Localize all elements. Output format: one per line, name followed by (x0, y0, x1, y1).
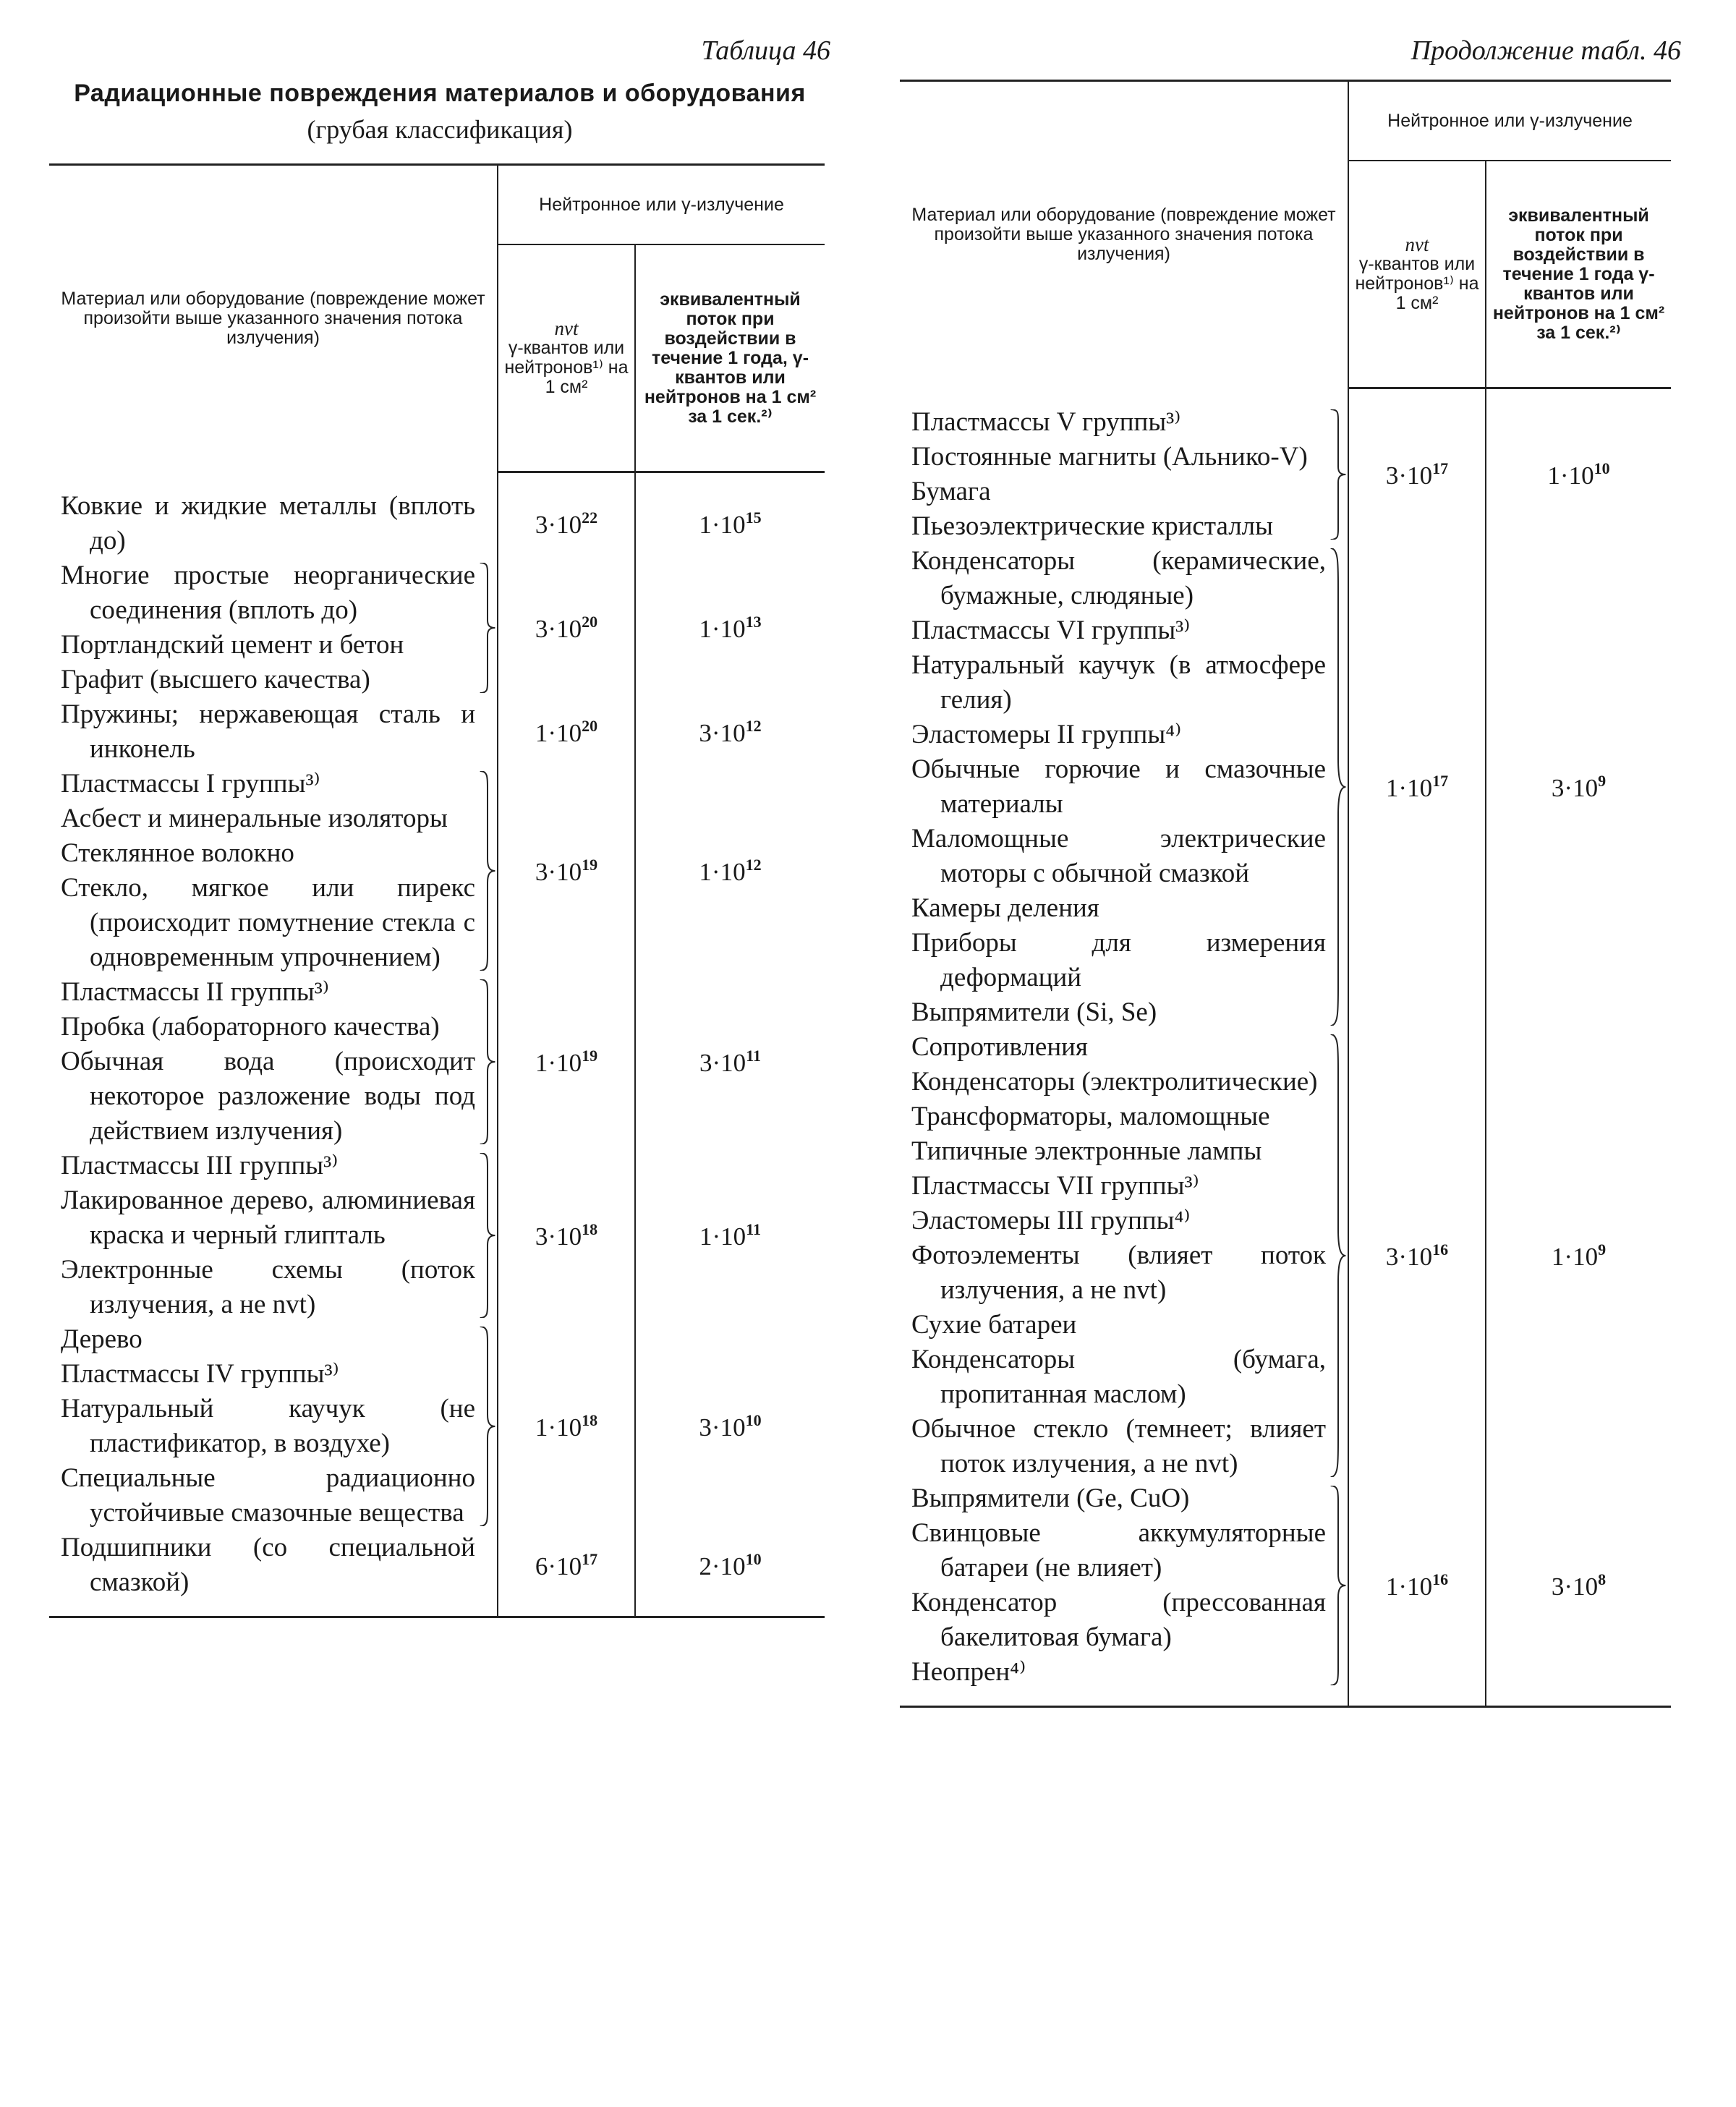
equivalent-value-exponent: 10 (1594, 459, 1610, 477)
nvt-value (498, 717, 634, 748)
equivalent-cell (635, 558, 825, 697)
nvt-value-exponent: 19 (582, 855, 598, 874)
equivalent-value (636, 1220, 825, 1251)
list-item: Пробка (лабораторного качества) (61, 1012, 440, 1042)
nvt-cell (498, 1531, 635, 1600)
material-items (900, 405, 1329, 544)
nvt-value (498, 1047, 634, 1078)
nvt-value-base: 1·10 (1385, 1572, 1433, 1601)
equivalent-value (636, 613, 825, 644)
list-item: Фотоэлементы (влияет поток излучения, а не nvt) (911, 1240, 1326, 1305)
nvt-value-base: 3·10 (535, 614, 582, 643)
right-brace-icon (478, 1327, 497, 1526)
list-item: Асбест и минеральные изоляторы (61, 804, 448, 833)
equivalent-value-base: 3·10 (699, 718, 746, 747)
equivalent-value-exponent: 8 (1598, 1570, 1607, 1588)
list-item: Лакированное дерево, алюминиевая краска и черный глипталь (61, 1186, 475, 1250)
material-items (49, 767, 478, 975)
table-label: Таблица 46 (701, 35, 830, 66)
list-item: Выпрямители (Si, Se) (911, 997, 1157, 1027)
list-item: Выпрямители (Ge, CuO) (911, 1484, 1190, 1513)
spacer-cell (498, 472, 635, 490)
nvt-value-base: 1·10 (1385, 773, 1433, 802)
list-item: Натуральный каучук (не пластификатор, в воздухе) (61, 1394, 475, 1458)
spacer-cell (900, 388, 1348, 406)
brace-container (478, 1531, 497, 1600)
table-row (49, 1149, 825, 1322)
equivalent-value (1486, 1570, 1671, 1601)
nvt-cell (498, 767, 635, 975)
spacer-cell (635, 1600, 825, 1617)
header-nvt-symbol: nvt (1405, 234, 1429, 255)
material-cell (900, 405, 1348, 544)
brace-container (1329, 405, 1348, 544)
table-row (49, 1531, 825, 1600)
equivalent-cell (635, 489, 825, 558)
nvt-cell (1348, 1030, 1486, 1481)
material-items (49, 489, 478, 558)
material-items (900, 1030, 1329, 1481)
material-items (49, 1149, 478, 1322)
material-group (49, 767, 497, 975)
equivalent-value-exponent: 9 (1598, 771, 1607, 790)
list-item: Обычная вода (происходит некоторое разложение воды под действием излучения) (61, 1047, 475, 1146)
list-item: Стеклянное волокно (61, 838, 294, 868)
nvt-value-exponent: 20 (582, 716, 598, 735)
material-group (49, 1322, 497, 1531)
equivalent-value-exponent: 10 (745, 1410, 762, 1429)
equivalent-value (1486, 772, 1671, 803)
nvt-value-base: 3·10 (535, 510, 582, 539)
list-item: Неопрен⁴⁾ (911, 1657, 1026, 1687)
nvt-value-base: 3·10 (1385, 1242, 1433, 1271)
spacer-row (900, 1690, 1671, 1707)
nvt-cell (1348, 405, 1486, 544)
table-row (900, 405, 1671, 544)
right-brace-icon (478, 1153, 497, 1318)
nvt-value-base: 3·10 (535, 1222, 582, 1251)
list-item: Маломощные электрические моторы с обычной смазкой (911, 824, 1326, 888)
nvt-value (498, 508, 634, 540)
table-row (900, 1481, 1671, 1690)
spacer-cell (635, 472, 825, 490)
table-row (49, 489, 825, 558)
header-equivalent: эквивалентный поток при воздействии в течение 1 года, γ-квантов или нейтронов на 1 см² за 1 сек.²⁾ (635, 244, 825, 472)
spacer-cell (1486, 388, 1671, 406)
nvt-cell (498, 1322, 635, 1531)
nvt-value-exponent: 17 (582, 1549, 598, 1568)
equivalent-cell (635, 975, 825, 1149)
spacer-cell (1348, 388, 1486, 406)
equivalent-value-base: 1·10 (699, 510, 746, 539)
brace-container (1329, 1030, 1348, 1481)
equivalent-cell (1486, 1481, 1671, 1690)
table-row (900, 1030, 1671, 1481)
list-item: Пластмассы VI группы³⁾ (911, 616, 1191, 645)
equivalent-cell (635, 1531, 825, 1600)
list-item: Пьезоэлектрические кристаллы (911, 511, 1274, 541)
material-items (49, 697, 478, 767)
nvt-cell (1348, 1481, 1486, 1690)
list-item: Конденсаторы (электролитические) (911, 1067, 1318, 1097)
table-row (49, 767, 825, 975)
list-item: Подшипники (со специальной смазкой) (61, 1533, 475, 1597)
nvt-value (498, 1411, 634, 1442)
right-brace-icon (478, 979, 497, 1144)
list-item: Электронные схемы (поток излучения, а не nvt) (61, 1255, 475, 1319)
list-item: Пластмассы IV группы³⁾ (61, 1359, 339, 1389)
right-brace-icon (1329, 1486, 1348, 1685)
list-item: Многие простые неорганические соединения (вплоть до) (61, 561, 475, 625)
list-item: Постоянные магниты (Альнико-V) (911, 442, 1308, 472)
material-cell (900, 544, 1348, 1030)
material-cell (49, 1531, 498, 1600)
radiation-table-left (49, 163, 825, 1618)
spacer-row (49, 1600, 825, 1617)
brace-container (478, 767, 497, 975)
header-nvt (1348, 161, 1486, 388)
list-item: Конденсаторы (керамические, бумажные, слюдяные) (911, 546, 1326, 610)
header-material: Материал или оборудование (повреждение может произойти выше указанного значения потока излучения) (900, 81, 1348, 388)
list-item: Ковкие и жидкие металлы (вплоть до) (61, 491, 475, 556)
material-cell (900, 1481, 1348, 1690)
header-equivalent: эквивалентный поток при воздействии в течение 1 года γ-квантов или нейтронов на 1 см² за 1 сек.²⁾ (1486, 161, 1671, 388)
material-items (49, 975, 478, 1149)
equivalent-cell (635, 767, 825, 975)
list-item: Пружины; нержавеющая сталь и инконель (61, 699, 475, 764)
brace-container (478, 1322, 497, 1531)
material-cell (49, 558, 498, 697)
material-group (49, 1149, 497, 1322)
list-item: Эластомеры II группы⁴⁾ (911, 720, 1182, 749)
equivalent-cell (635, 1322, 825, 1531)
nvt-value-exponent: 19 (582, 1046, 598, 1065)
table-row (49, 697, 825, 767)
list-item: Сопротивления (911, 1032, 1088, 1062)
radiation-table-right (900, 80, 1671, 1708)
table-row (49, 1322, 825, 1531)
nvt-value (498, 1550, 634, 1581)
material-items (49, 558, 478, 697)
material-cell (49, 975, 498, 1149)
nvt-value (498, 856, 634, 887)
nvt-value-exponent: 18 (582, 1410, 598, 1429)
material-cell (49, 489, 498, 558)
nvt-value (498, 1220, 634, 1251)
equivalent-cell (1486, 405, 1671, 544)
equivalent-value (1486, 1240, 1671, 1272)
table-row (900, 544, 1671, 1030)
right-brace-icon (1329, 409, 1348, 540)
list-item: Пластмассы III группы³⁾ (61, 1151, 339, 1180)
equivalent-cell (1486, 1030, 1671, 1481)
nvt-cell (498, 558, 635, 697)
nvt-value-base: 6·10 (535, 1551, 582, 1580)
material-group (49, 1531, 497, 1600)
list-item: Обычные горючие и смазочные материалы (911, 754, 1326, 819)
brace-container (478, 1149, 497, 1322)
list-item: Дерево (61, 1324, 142, 1354)
nvt-value (1349, 459, 1485, 490)
list-item: Графит (высшего качества) (61, 665, 370, 694)
nvt-value (498, 613, 634, 644)
equivalent-value (1486, 459, 1671, 490)
material-items (900, 544, 1329, 1030)
nvt-value-base: 3·10 (1385, 461, 1433, 490)
list-item: Конденсаторы (бумага, пропитанная маслом) (911, 1345, 1326, 1409)
equivalent-value (636, 1411, 825, 1442)
list-item: Свинцовые аккумуляторные батареи (не влияет) (911, 1518, 1326, 1583)
equivalent-value (636, 1550, 825, 1581)
nvt-value-exponent: 17 (1432, 459, 1449, 477)
brace-container (478, 558, 497, 697)
equivalent-value (636, 1047, 825, 1078)
list-item: Пластмассы I группы³⁾ (61, 769, 320, 799)
equivalent-value-base: 3·10 (1551, 773, 1599, 802)
equivalent-value-exponent: 12 (745, 855, 762, 874)
header-nvt-symbol: nvt (554, 318, 579, 339)
list-item: Стекло, мягкое или пирекс (происходит помутнение стекла с одновременным упрочнением) (61, 873, 475, 972)
header-nvt-text: γ-квантов или нейтронов¹⁾ на 1 см² (1355, 254, 1479, 313)
brace-container (1329, 544, 1348, 1030)
material-group (900, 1481, 1348, 1690)
nvt-value (1349, 772, 1485, 803)
nvt-value-base: 1·10 (535, 1413, 582, 1442)
equivalent-value-exponent: 15 (745, 508, 762, 527)
table-subtitle: (грубая классификация) (307, 115, 573, 144)
spacer-row (49, 472, 825, 490)
list-item: Типичные электронные лампы (911, 1136, 1262, 1166)
table-title: Радиационные повреждения материалов и оборудования (74, 80, 806, 107)
nvt-value-exponent: 22 (582, 508, 598, 527)
equivalent-value-exponent: 9 (1598, 1240, 1607, 1259)
table-row (49, 975, 825, 1149)
list-item: Конденсатор (прессованная бакелитовая бумага) (911, 1588, 1326, 1652)
equivalent-value-base: 1·10 (699, 857, 746, 886)
material-group (49, 697, 497, 767)
nvt-cell (498, 697, 635, 767)
nvt-cell (498, 489, 635, 558)
right-brace-icon (1329, 1034, 1348, 1477)
material-group (49, 975, 497, 1149)
list-item: Бумага (911, 477, 991, 506)
equivalent-value (636, 717, 825, 748)
spacer-cell (1348, 1690, 1486, 1707)
equivalent-value (636, 508, 825, 540)
material-items (900, 1481, 1329, 1690)
right-brace-icon (478, 771, 497, 971)
brace-container (478, 697, 497, 767)
material-cell (49, 1322, 498, 1531)
header-radiation: Нейтронное или γ-излучение (498, 165, 825, 245)
brace-container (1329, 1481, 1348, 1690)
right-brace-icon (1329, 548, 1348, 1026)
spacer-cell (498, 1600, 635, 1617)
equivalent-value-base: 1·10 (699, 614, 746, 643)
material-cell (900, 1030, 1348, 1481)
equivalent-value (636, 856, 825, 887)
nvt-value-base: 1·10 (535, 718, 582, 747)
material-items (49, 1322, 478, 1531)
nvt-cell (498, 1149, 635, 1322)
table-body (49, 472, 825, 1617)
nvt-value (1349, 1570, 1485, 1601)
list-item: Приборы для измерения деформаций (911, 928, 1326, 992)
equivalent-value-exponent: 11 (746, 1046, 761, 1065)
nvt-value-base: 1·10 (535, 1048, 582, 1077)
equivalent-value-exponent: 13 (745, 612, 762, 631)
header-material: Материал или оборудование (повреждение может произойти выше указанного значения потока излучения) (49, 165, 498, 472)
nvt-value-exponent: 17 (1432, 771, 1449, 790)
material-items (49, 1531, 478, 1600)
right-brace-icon (478, 563, 497, 693)
table-body (900, 388, 1671, 1707)
spacer-row (900, 388, 1671, 406)
material-cell (49, 697, 498, 767)
equivalent-value-base: 3·10 (1551, 1572, 1599, 1601)
nvt-value-exponent: 16 (1432, 1240, 1449, 1259)
list-item: Пластмассы II группы³⁾ (61, 977, 329, 1007)
material-group (49, 489, 497, 558)
list-item: Пластмассы V группы³⁾ (911, 407, 1181, 437)
equivalent-value-base: 1·10 (1547, 461, 1594, 490)
equivalent-value-base: 3·10 (699, 1413, 746, 1442)
list-item: Камеры деления (911, 893, 1099, 923)
spacer-cell (1486, 1690, 1671, 1707)
table-label-continued: Продолжение табл. 46 (1410, 35, 1681, 66)
nvt-cell (1348, 544, 1486, 1030)
equivalent-cell (635, 697, 825, 767)
material-group (900, 544, 1348, 1030)
spacer-cell (49, 472, 498, 490)
equivalent-value-base: 1·10 (1551, 1242, 1599, 1271)
brace-container (478, 975, 497, 1149)
nvt-value (1349, 1240, 1485, 1272)
brace-container (478, 489, 497, 558)
equivalent-cell (635, 1149, 825, 1322)
material-group (49, 558, 497, 697)
table-row (49, 558, 825, 697)
nvt-value-exponent: 20 (582, 612, 598, 631)
list-item: Портландский цемент и бетон (61, 630, 404, 660)
list-item: Натуральный каучук (в атмосфере гелия) (911, 650, 1326, 715)
equivalent-value-base: 2·10 (699, 1551, 746, 1580)
nvt-cell (498, 975, 635, 1149)
list-item: Эластомеры III группы⁴⁾ (911, 1206, 1191, 1235)
material-group (900, 405, 1348, 544)
equivalent-value-base: 1·10 (699, 1222, 746, 1251)
equivalent-value-exponent: 10 (745, 1549, 762, 1568)
nvt-value-base: 3·10 (535, 857, 582, 886)
nvt-value-exponent: 16 (1432, 1570, 1449, 1588)
list-item: Пластмассы VII группы³⁾ (911, 1171, 1199, 1201)
material-cell (49, 1149, 498, 1322)
header-radiation: Нейтронное или γ-излучение (1348, 81, 1671, 161)
material-group (900, 1030, 1348, 1481)
list-item: Обычное стекло (темнеет; влияет поток излучения, а не nvt) (911, 1414, 1326, 1478)
equivalent-cell (1486, 544, 1671, 1030)
spacer-cell (49, 1600, 498, 1617)
header-nvt-text: γ-квантов или нейтронов¹⁾ на 1 см² (504, 338, 629, 397)
header-nvt (498, 244, 635, 472)
list-item: Трансформаторы, маломощные (911, 1102, 1270, 1131)
equivalent-value-exponent: 12 (745, 716, 762, 735)
equivalent-value-base: 3·10 (699, 1048, 746, 1077)
nvt-value-exponent: 18 (582, 1219, 598, 1238)
spacer-cell (900, 1690, 1348, 1707)
list-item: Специальные радиационно устойчивые смазочные вещества (61, 1463, 475, 1528)
equivalent-value-exponent: 11 (746, 1219, 761, 1238)
list-item: Сухие батареи (911, 1310, 1077, 1340)
material-cell (49, 767, 498, 975)
